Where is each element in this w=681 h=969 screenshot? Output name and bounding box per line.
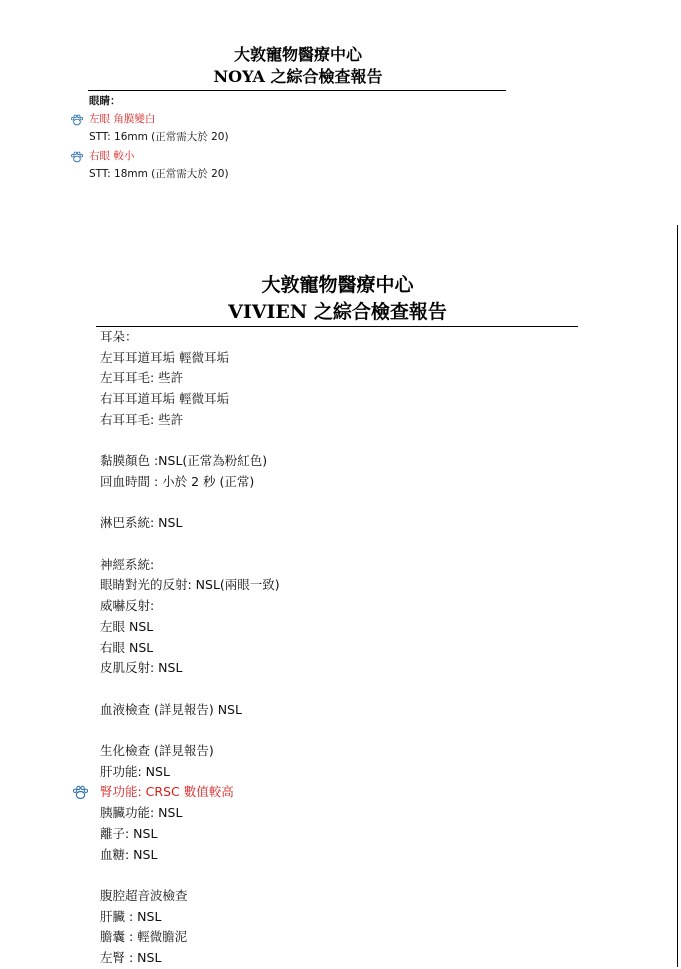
- line-text: 右眼 較小: [89, 149, 135, 162]
- blank-line: [100, 493, 280, 514]
- line-text: 右耳耳道耳垢 輕微耳垢: [100, 391, 229, 407]
- blank-line: [100, 534, 280, 555]
- report-line: [100, 472, 280, 493]
- blank-line: [100, 720, 280, 741]
- line-text: 回血時間 : 小於 2 秒 (正常): [100, 473, 255, 489]
- report-line: [100, 368, 280, 389]
- report-line: [100, 886, 280, 907]
- line-text: 左耳耳毛: 些許: [100, 370, 184, 386]
- report-line: [100, 555, 280, 576]
- report-body: [89, 92, 229, 183]
- report-line: [100, 348, 280, 369]
- page-edge-line: [677, 225, 678, 967]
- report-line: [100, 513, 280, 534]
- report-line: [89, 92, 229, 110]
- report-line: [100, 948, 280, 969]
- report-line: [100, 762, 280, 783]
- paw-print-icon: [72, 785, 89, 800]
- line-text: 胰臟功能: NSL: [100, 805, 183, 821]
- line-text: 耳朵：: [100, 329, 138, 344]
- report-line: [100, 617, 280, 638]
- report-line: [100, 596, 280, 617]
- report-line: [100, 741, 280, 762]
- line-text: 腎功能: CRSC 數值較高: [100, 784, 234, 800]
- line-text: 左眼 角膜變白: [89, 113, 156, 126]
- line-text: 血糖: NSL: [100, 846, 158, 862]
- report-line: [100, 451, 280, 472]
- report-name: VIVIEN 之綜合檢查報告: [228, 301, 447, 323]
- report-title: [0, 272, 675, 326]
- report-line: [100, 389, 280, 410]
- line-text: 肝臟 : NSL: [100, 908, 162, 924]
- report-line: [100, 700, 280, 721]
- clinic-name: 大敦寵物醫療中心: [233, 45, 362, 64]
- blank-line: [100, 865, 280, 886]
- line-text: 威嚇反射:: [100, 598, 155, 614]
- line-text: STT: 16mm (正常需大於 20): [89, 131, 229, 144]
- line-text: 左腎 : NSL: [100, 950, 162, 965]
- title-underline: [88, 90, 506, 91]
- line-text: 右耳耳毛: 些許: [100, 411, 184, 427]
- report-body: [100, 327, 280, 969]
- line-text: 黏膜顏色 :NSL(正常為粉紅色): [100, 453, 268, 469]
- paw-print-icon: [70, 114, 84, 126]
- line-text: 膽囊 : 輕微膽泥: [100, 929, 188, 945]
- line-text: 生化檢查 (詳見報告): [100, 742, 214, 758]
- report-line: [89, 147, 229, 165]
- report-line: [100, 845, 280, 866]
- report-name: NOYA 之綜合檢查報告: [213, 67, 383, 86]
- blank-line: [100, 679, 280, 700]
- line-text: 左耳耳道耳垢 輕微耳垢: [100, 349, 229, 365]
- report-line: [100, 907, 280, 928]
- report-line: [100, 927, 280, 948]
- report-line: [100, 327, 280, 348]
- report-line: [100, 803, 280, 824]
- line-text: 左眼 NSL: [100, 618, 154, 634]
- line-text: 離子: NSL: [100, 825, 158, 841]
- report-line: [100, 575, 280, 596]
- line-text: 淋巴系統: NSL: [100, 515, 183, 531]
- line-text: 肝功能: NSL: [100, 763, 170, 779]
- line-text: 神經系統:: [100, 556, 155, 572]
- report-line: [100, 638, 280, 659]
- line-text: 眼睛對光的反射: NSL(兩眼一致): [100, 577, 280, 593]
- line-text: 皮肌反射: NSL: [100, 660, 183, 676]
- report-line: [100, 410, 280, 431]
- report-line: [100, 658, 280, 679]
- report-line: [89, 110, 229, 128]
- report-line: [100, 824, 280, 845]
- report-title: [0, 44, 596, 88]
- line-text: STT: 18mm (正常需大於 20): [89, 167, 229, 180]
- line-text: 眼睛：: [89, 95, 121, 107]
- paw-print-icon: [70, 151, 84, 163]
- clinic-name: 大敦寵物醫療中心: [261, 274, 414, 296]
- line-text: 腹腔超音波檢查: [100, 887, 188, 903]
- line-text: 右眼 NSL: [100, 639, 154, 655]
- report-line: [89, 128, 229, 146]
- blank-line: [100, 431, 280, 452]
- report-line: [100, 782, 280, 803]
- line-text: 血液檢查 (詳見報告) NSL: [100, 701, 242, 717]
- report-line: [89, 165, 229, 183]
